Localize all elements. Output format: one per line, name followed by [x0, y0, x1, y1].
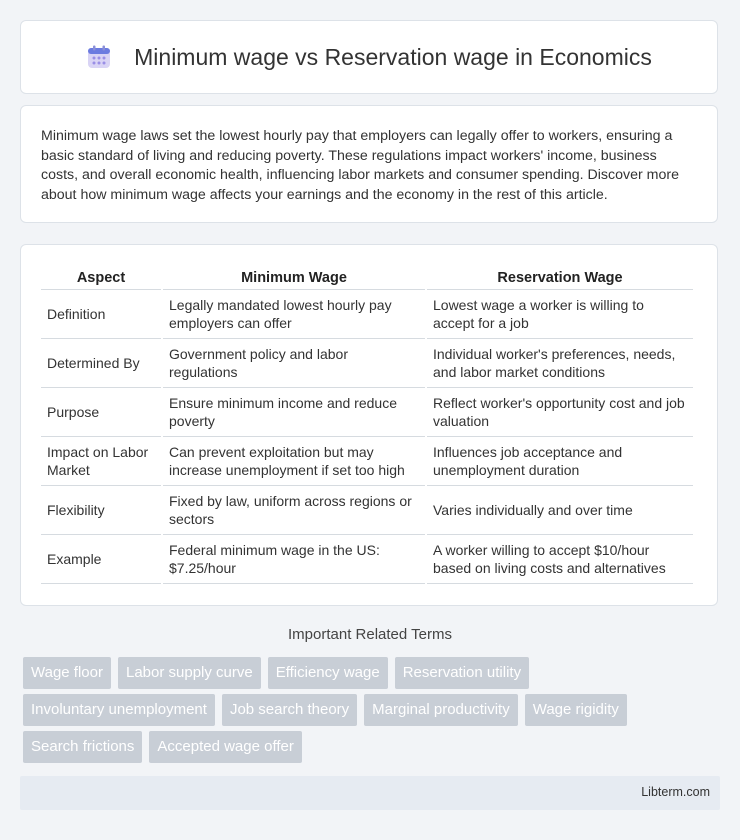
cell-reservation-wage: Influences job acceptance and unemployment duration	[427, 437, 693, 486]
cell-aspect: Determined By	[41, 339, 161, 388]
cell-minimum-wage: Ensure minimum income and reduce poverty	[163, 388, 425, 437]
related-term-tag[interactable]: Labor supply curve	[118, 657, 261, 689]
calendar-icon	[86, 44, 112, 70]
footer-site-link[interactable]: Libterm.com	[641, 785, 710, 799]
page-title: Minimum wage vs Reservation wage in Economics	[134, 43, 652, 70]
related-term-tag[interactable]: Efficiency wage	[268, 657, 388, 689]
intro-text: Minimum wage laws set the lowest hourly pay that employers can legally offer to workers, ensuring a basic standard of living and reducing poverty. These regulations impact workers' income, business costs, and overall economic health, influencing labor markets and consumer spending. Discover more about how minimum wage affects your earnings and the economy in the rest of this article.	[41, 128, 679, 203]
table-row	[41, 486, 693, 535]
header-reservation-wage: Reservation Wage	[427, 263, 693, 290]
cell-aspect: Purpose	[41, 388, 161, 437]
table-row	[41, 290, 693, 339]
cell-minimum-wage: Federal minimum wage in the US: $7.25/hour	[163, 535, 425, 584]
table-header-row	[41, 263, 693, 290]
cell-reservation-wage: A worker willing to accept $10/hour based on living costs and alternatives	[427, 535, 693, 584]
related-term-tag[interactable]: Accepted wage offer	[149, 731, 301, 763]
related-term-tag[interactable]: Search frictions	[23, 731, 142, 763]
table-row	[41, 437, 693, 486]
title-card	[20, 20, 718, 94]
cell-aspect: Impact on Labor Market	[41, 437, 161, 486]
cell-minimum-wage: Government policy and labor regulations	[163, 339, 425, 388]
cell-minimum-wage: Can prevent exploitation but may increase unemployment if set too high	[163, 437, 425, 486]
related-term-tag[interactable]: Job search theory	[222, 694, 357, 726]
cell-minimum-wage: Fixed by law, uniform across regions or sectors	[163, 486, 425, 535]
cell-aspect: Example	[41, 535, 161, 584]
comparison-card	[20, 244, 718, 606]
cell-aspect: Definition	[41, 290, 161, 339]
related-term-tag[interactable]: Involuntary unemployment	[23, 694, 215, 726]
related-term-tag[interactable]: Wage floor	[23, 657, 111, 689]
cell-reservation-wage: Individual worker's preferences, needs, and labor market conditions	[427, 339, 693, 388]
table-row	[41, 388, 693, 437]
header-minimum-wage: Minimum Wage	[163, 263, 425, 290]
cell-reservation-wage: Lowest wage a worker is willing to accept for a job	[427, 290, 693, 339]
related-term-tag[interactable]: Wage rigidity	[525, 694, 627, 726]
cell-reservation-wage: Varies individually and over time	[427, 486, 693, 535]
footer	[20, 776, 720, 810]
cell-minimum-wage: Legally mandated lowest hourly pay employers can offer	[163, 290, 425, 339]
table-row	[41, 535, 693, 584]
header-aspect: Aspect	[41, 263, 161, 290]
cell-aspect: Flexibility	[41, 486, 161, 535]
related-terms-list	[23, 657, 723, 763]
intro-card	[20, 105, 718, 223]
related-term-tag[interactable]: Marginal productivity	[364, 694, 518, 726]
table-row	[41, 339, 693, 388]
related-term-tag[interactable]: Reservation utility	[395, 657, 529, 689]
cell-reservation-wage: Reflect worker's opportunity cost and job valuation	[427, 388, 693, 437]
related-terms-title: Important Related Terms	[288, 626, 452, 643]
comparison-table	[39, 263, 695, 584]
